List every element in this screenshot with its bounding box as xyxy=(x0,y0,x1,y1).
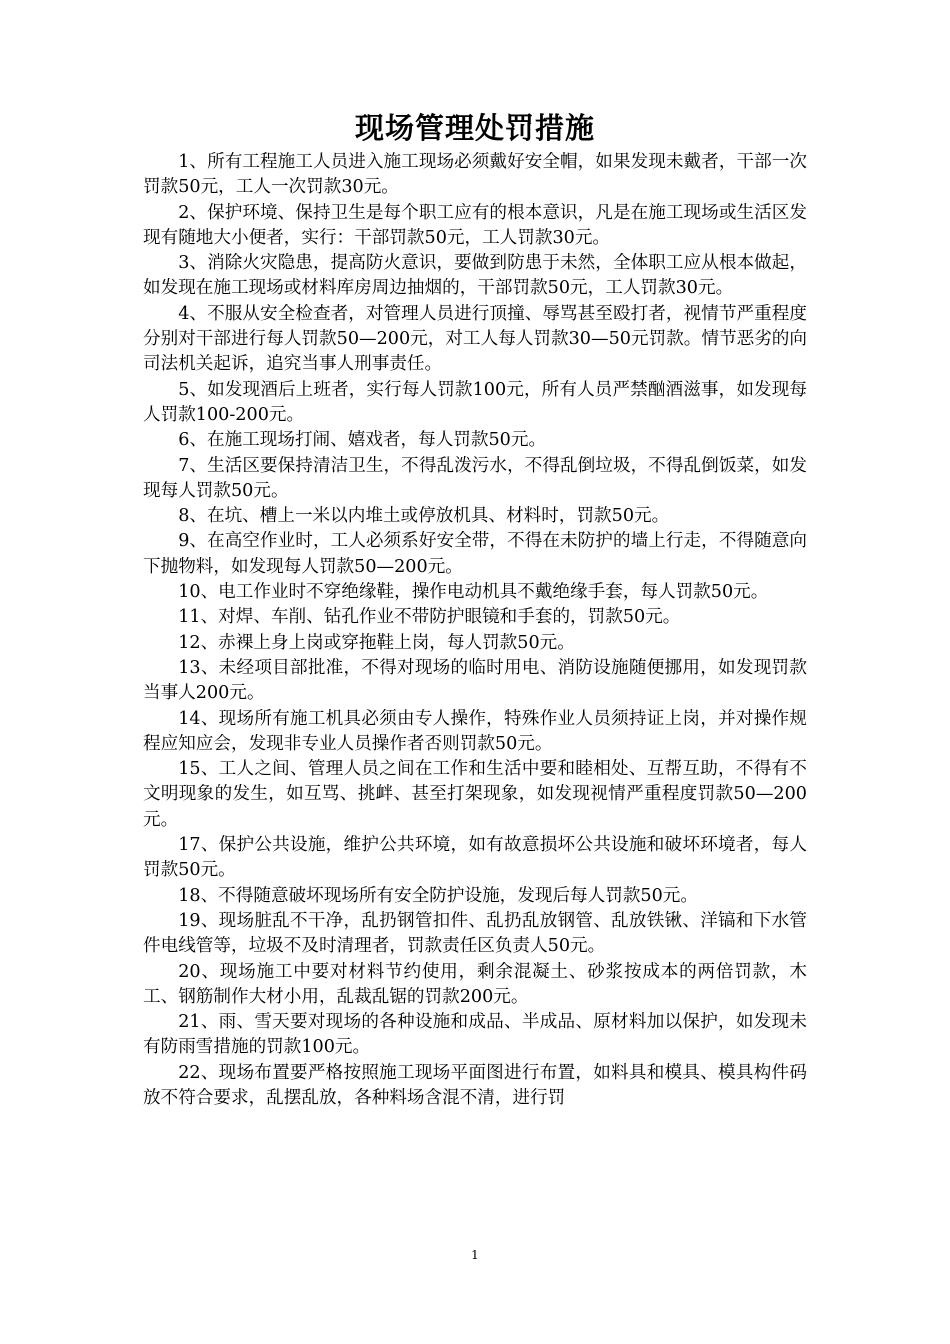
clause-paragraph: 11、对焊、车削、钻孔作业不带防护眼镜和手套的，罚款50元。 xyxy=(178,607,681,628)
clause-paragraph: 2、保护环境、保持卫生是每个职工应有的根本意识，凡是在施工现场或生活区发现有随地大小便者，实行：干部罚款50元，工人罚款30元。 xyxy=(143,202,807,248)
clause-paragraph: 22、现场布置要严格按照施工现场平面图进行布置，如料具和模具、模具构件码放不符合要求，乱摆乱放，各种料场含混不清，进行罚 xyxy=(143,1062,807,1108)
clause-paragraph: 8、在坑、槽上一米以内堆土或停放机具、材料时，罚款50元。 xyxy=(178,506,670,527)
clause-paragraph: 14、现场所有施工机具必须由专人操作，特殊作业人员须持证上岗，并对操作规程应知应会，发现非专业人员操作者否则罚款50元。 xyxy=(143,708,807,754)
clause-paragraph: 4、不服从安全检查者，对管理人员进行顶撞、辱骂甚至殴打者，视情节严重程度分别对干部进行每人罚款50—200元，对工人每人罚款30—50元罚款。情节恶劣的向司法机关起诉，追究当事人刑事责任。 xyxy=(143,303,807,375)
clause-paragraph: 15、工人之间、管理人员之间在工作和生活中要和睦相处、互帮互助，不得有不文明现象的发生，如互骂、挑衅、甚至打架现象，如发现视情严重程度罚款50—200元。 xyxy=(143,759,807,830)
document-title: 现场管理处罚措施 xyxy=(354,111,595,145)
document-body xyxy=(143,150,807,1111)
clause-paragraph: 19、现场脏乱不干净，乱扔钢管扣件、乱扔乱放钢管、乱放铁锹、洋镐和下水管件电线管等，垃圾不及时清理者，罚款责任区负责人50元。 xyxy=(143,910,807,957)
clause-paragraph: 6、在施工现场打闹、嬉戏者，每人罚款50元。 xyxy=(178,430,547,451)
clause-paragraph: 10、电工作业时不穿绝缘鞋，操作电动机具不戴绝缘手套，每人罚款50元。 xyxy=(178,582,769,603)
clause-paragraph: 12、赤裸上身上岗或穿拖鞋上岗，每人罚款50元。 xyxy=(178,632,575,653)
clause-paragraph: 18、不得随意破坏现场所有安全防护设施，发现后每人罚款50元。 xyxy=(178,885,698,906)
clause-paragraph: 1、所有工程施工人员进入施工现场必须戴好安全帽，如果发现未戴者，干部一次罚款50元，工人一次罚款30元。 xyxy=(143,152,807,198)
clause-paragraph: 5、如发现酒后上班者，实行每人罚款100元，所有人员严禁酗酒滋事，如发现每人罚款100-200元。 xyxy=(143,379,807,425)
clause-paragraph: 9、在高空作业时，工人必须系好安全带，不得在未防护的墙上行走，不得随意向下抛物料，如发现每人罚款50—200元。 xyxy=(143,531,807,577)
clause-paragraph: 3、消除火灾隐患，提高防火意识，要做到防患于未然，全体职工应从根本做起，如发现在施工现场或材料库房周边抽烟的，干部罚款50元，工人罚款30元。 xyxy=(143,253,807,299)
document-page xyxy=(143,108,807,1111)
clause-paragraph: 21、雨、雪天要对现场的各种设施和成品、半成品、原材料加以保护，如发现未有防雨雪措施的罚款100元。 xyxy=(143,1012,807,1058)
clause-paragraph: 17、保护公共设施，维护公共环境，如有故意损坏公共设施和破坏环境者，每人罚款50元。 xyxy=(143,835,807,881)
clause-paragraph: 7、生活区要保持清洁卫生，不得乱泼污水，不得乱倒垃圾，不得乱倒饭菜，如发现每人罚款50元。 xyxy=(143,455,807,501)
clause-paragraph: 13、未经项目部批准，不得对现场的临时用电、消防设施随便挪用，如发现罚款当事人200元。 xyxy=(143,657,807,704)
clause-paragraph: 20、现场施工中要对材料节约使用，剩余混凝土、砂浆按成本的两倍罚款，木工、钢筋制作大材小用，乱裁乱锯的罚款200元。 xyxy=(143,961,807,1007)
page-number: 1 xyxy=(471,1248,479,1262)
